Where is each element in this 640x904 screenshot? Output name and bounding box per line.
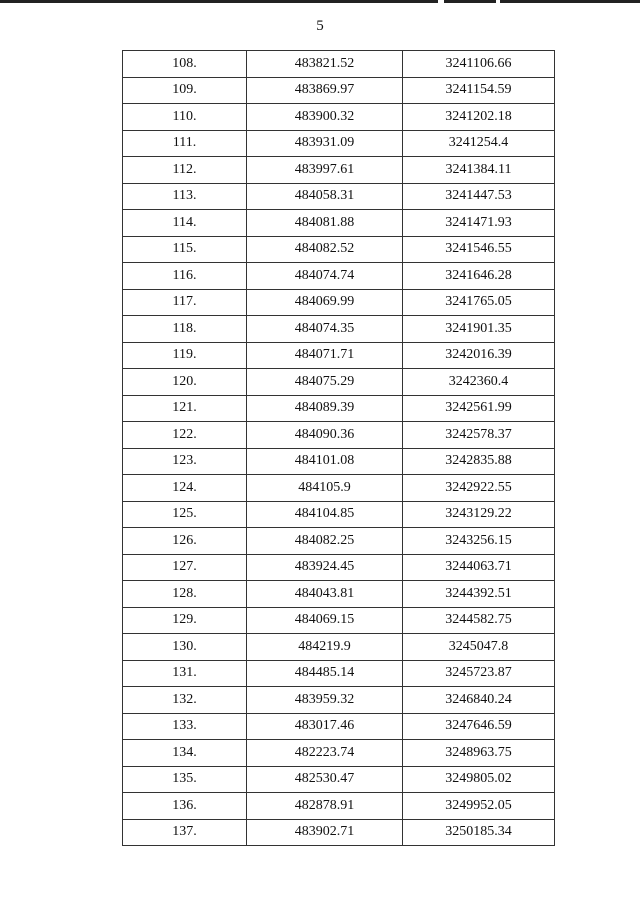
table-row xyxy=(123,104,555,131)
x-coordinate-cell: 482530.47 xyxy=(247,766,403,793)
table-row xyxy=(123,766,555,793)
row-index-cell: 128. xyxy=(123,581,247,608)
x-coordinate-cell: 484081.88 xyxy=(247,210,403,237)
row-index-cell: 122. xyxy=(123,422,247,449)
row-index-cell: 137. xyxy=(123,819,247,846)
x-coordinate-cell: 482878.91 xyxy=(247,793,403,820)
y-coordinate-cell: 3242016.39 xyxy=(403,342,555,369)
table-row xyxy=(123,342,555,369)
table-row xyxy=(123,793,555,820)
table-row xyxy=(123,554,555,581)
y-coordinate-cell: 3249805.02 xyxy=(403,766,555,793)
table-row xyxy=(123,607,555,634)
x-coordinate-cell: 484101.08 xyxy=(247,448,403,475)
table-row xyxy=(123,183,555,210)
x-coordinate-cell: 483017.46 xyxy=(247,713,403,740)
page-number: 5 xyxy=(316,18,324,34)
row-index-cell: 114. xyxy=(123,210,247,237)
x-coordinate-cell: 484485.14 xyxy=(247,660,403,687)
y-coordinate-cell: 3241901.35 xyxy=(403,316,555,343)
x-coordinate-cell: 484219.9 xyxy=(247,634,403,661)
x-coordinate-cell: 484069.15 xyxy=(247,607,403,634)
y-coordinate-cell: 3241202.18 xyxy=(403,104,555,131)
x-coordinate-cell: 483931.09 xyxy=(247,130,403,157)
row-index-cell: 110. xyxy=(123,104,247,131)
table-row xyxy=(123,369,555,396)
x-coordinate-cell: 484074.74 xyxy=(247,263,403,290)
x-coordinate-cell: 484075.29 xyxy=(247,369,403,396)
table-row xyxy=(123,528,555,555)
y-coordinate-cell: 3241646.28 xyxy=(403,263,555,290)
row-index-cell: 111. xyxy=(123,130,247,157)
table-row xyxy=(123,210,555,237)
row-index-cell: 135. xyxy=(123,766,247,793)
table-row xyxy=(123,236,555,263)
y-coordinate-cell: 3247646.59 xyxy=(403,713,555,740)
y-coordinate-cell: 3241546.55 xyxy=(403,236,555,263)
x-coordinate-cell: 484074.35 xyxy=(247,316,403,343)
top-rule-gap xyxy=(496,0,500,3)
x-coordinate-cell: 483997.61 xyxy=(247,157,403,184)
table-row xyxy=(123,130,555,157)
top-rule-gap xyxy=(438,0,444,3)
table-row xyxy=(123,395,555,422)
y-coordinate-cell: 3241154.59 xyxy=(403,77,555,104)
y-coordinate-cell: 3242561.99 xyxy=(403,395,555,422)
y-coordinate-cell: 3244063.71 xyxy=(403,554,555,581)
table-row xyxy=(123,819,555,846)
table-row xyxy=(123,77,555,104)
y-coordinate-cell: 3244392.51 xyxy=(403,581,555,608)
y-coordinate-cell: 3241384.11 xyxy=(403,157,555,184)
y-coordinate-cell: 3245723.87 xyxy=(403,660,555,687)
y-coordinate-cell: 3250185.34 xyxy=(403,819,555,846)
y-coordinate-cell: 3243129.22 xyxy=(403,501,555,528)
row-index-cell: 124. xyxy=(123,475,247,502)
row-index-cell: 120. xyxy=(123,369,247,396)
table-row xyxy=(123,581,555,608)
x-coordinate-cell: 483869.97 xyxy=(247,77,403,104)
row-index-cell: 109. xyxy=(123,77,247,104)
row-index-cell: 127. xyxy=(123,554,247,581)
x-coordinate-cell: 484105.9 xyxy=(247,475,403,502)
y-coordinate-cell: 3248963.75 xyxy=(403,740,555,767)
table-row xyxy=(123,501,555,528)
x-coordinate-cell: 484089.39 xyxy=(247,395,403,422)
row-index-cell: 126. xyxy=(123,528,247,555)
y-coordinate-cell: 3245047.8 xyxy=(403,634,555,661)
y-coordinate-cell: 3241447.53 xyxy=(403,183,555,210)
table-row xyxy=(123,289,555,316)
y-coordinate-cell: 3244582.75 xyxy=(403,607,555,634)
row-index-cell: 132. xyxy=(123,687,247,714)
table-row xyxy=(123,448,555,475)
x-coordinate-cell: 484082.52 xyxy=(247,236,403,263)
x-coordinate-cell: 483900.32 xyxy=(247,104,403,131)
x-coordinate-cell: 484090.36 xyxy=(247,422,403,449)
y-coordinate-cell: 3249952.05 xyxy=(403,793,555,820)
row-index-cell: 134. xyxy=(123,740,247,767)
y-coordinate-cell: 3242360.4 xyxy=(403,369,555,396)
y-coordinate-cell: 3241106.66 xyxy=(403,51,555,78)
x-coordinate-cell: 484069.99 xyxy=(247,289,403,316)
row-index-cell: 121. xyxy=(123,395,247,422)
y-coordinate-cell: 3242922.55 xyxy=(403,475,555,502)
row-index-cell: 116. xyxy=(123,263,247,290)
x-coordinate-cell: 484058.31 xyxy=(247,183,403,210)
row-index-cell: 125. xyxy=(123,501,247,528)
row-index-cell: 123. xyxy=(123,448,247,475)
row-index-cell: 133. xyxy=(123,713,247,740)
table-row xyxy=(123,660,555,687)
x-coordinate-cell: 484104.85 xyxy=(247,501,403,528)
coordinate-table xyxy=(122,50,555,846)
row-index-cell: 136. xyxy=(123,793,247,820)
table-row xyxy=(123,634,555,661)
row-index-cell: 112. xyxy=(123,157,247,184)
row-index-cell: 130. xyxy=(123,634,247,661)
x-coordinate-cell: 482223.74 xyxy=(247,740,403,767)
y-coordinate-cell: 3241471.93 xyxy=(403,210,555,237)
table-row xyxy=(123,51,555,78)
y-coordinate-cell: 3242835.88 xyxy=(403,448,555,475)
x-coordinate-cell: 483902.71 xyxy=(247,819,403,846)
y-coordinate-cell: 3241254.4 xyxy=(403,130,555,157)
y-coordinate-cell: 3241765.05 xyxy=(403,289,555,316)
x-coordinate-cell: 483821.52 xyxy=(247,51,403,78)
x-coordinate-cell: 484071.71 xyxy=(247,342,403,369)
table-row xyxy=(123,687,555,714)
x-coordinate-cell: 483924.45 xyxy=(247,554,403,581)
row-index-cell: 117. xyxy=(123,289,247,316)
row-index-cell: 119. xyxy=(123,342,247,369)
top-border-rule xyxy=(0,0,640,3)
row-index-cell: 118. xyxy=(123,316,247,343)
table-row xyxy=(123,316,555,343)
y-coordinate-cell: 3243256.15 xyxy=(403,528,555,555)
table-row xyxy=(123,157,555,184)
x-coordinate-cell: 484043.81 xyxy=(247,581,403,608)
y-coordinate-cell: 3242578.37 xyxy=(403,422,555,449)
coordinate-table-body xyxy=(123,51,555,846)
row-index-cell: 129. xyxy=(123,607,247,634)
table-row xyxy=(123,422,555,449)
x-coordinate-cell: 483959.32 xyxy=(247,687,403,714)
row-index-cell: 108. xyxy=(123,51,247,78)
table-row xyxy=(123,713,555,740)
y-coordinate-cell: 3246840.24 xyxy=(403,687,555,714)
table-row xyxy=(123,475,555,502)
row-index-cell: 131. xyxy=(123,660,247,687)
table-row xyxy=(123,740,555,767)
row-index-cell: 115. xyxy=(123,236,247,263)
row-index-cell: 113. xyxy=(123,183,247,210)
x-coordinate-cell: 484082.25 xyxy=(247,528,403,555)
table-row xyxy=(123,263,555,290)
